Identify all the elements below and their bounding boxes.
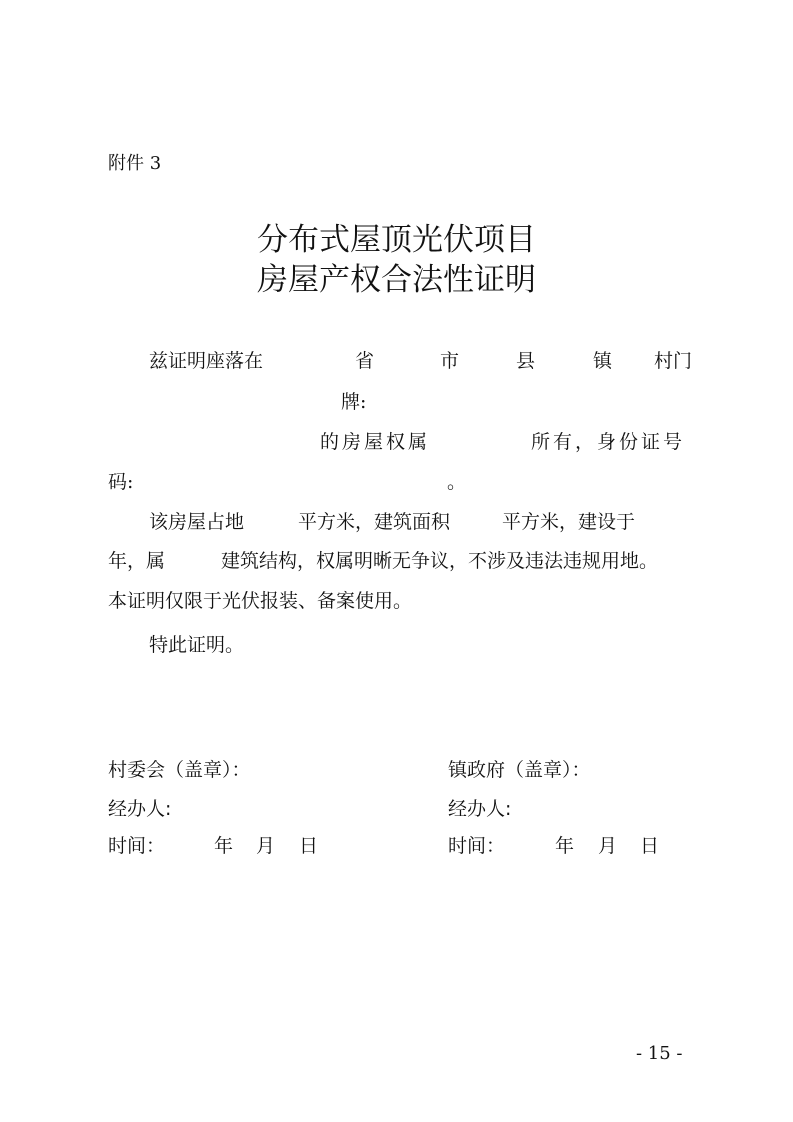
p2-area-unit-text: 平方米，建筑面积	[298, 511, 451, 533]
attachment-label: 附件 3	[108, 153, 162, 174]
p2-scope-text: 本证明仅限于光伏报装、备案使用。	[108, 590, 413, 612]
page-number: - 15 -	[636, 1043, 683, 1064]
village-day-label: 日	[299, 835, 319, 857]
p2-lead-text: 该房屋占地	[149, 511, 245, 533]
p1-village-text: 村门	[654, 350, 693, 372]
p1-owner-house-text: 的房屋权属	[320, 431, 431, 453]
p1-end-mark: 。	[447, 471, 467, 493]
document-title-line2: 房屋产权合法性证明	[257, 262, 536, 298]
p1-id-label: 码:	[108, 471, 134, 493]
p1-city-text: 市	[440, 350, 460, 372]
town-month-label: 月	[598, 835, 618, 857]
village-month-label: 月	[256, 835, 276, 857]
p2-structure-text: 建筑结构，权属明晰无争议，不涉及违法违规用地。	[221, 550, 659, 572]
village-time-label: 时间：	[108, 835, 166, 857]
p3-closing-text: 特此证明。	[149, 634, 245, 656]
village-handler-label: 经办人:	[108, 798, 172, 820]
p1-plate-text: 牌:	[341, 391, 367, 413]
p1-owner-suffix-text: 所有，身份证号	[531, 431, 686, 453]
p2-built-unit-text: 平方米，建设于	[502, 511, 636, 533]
village-seal-label: 村委会（盖章）：	[108, 759, 251, 781]
village-year-label: 年	[214, 835, 234, 857]
p1-province-text: 省	[355, 350, 375, 372]
town-handler-label: 经办人:	[448, 798, 512, 820]
p1-lead-text: 兹证明座落在	[149, 350, 264, 372]
document-title-line1: 分布式屋顶光伏项目	[257, 222, 536, 258]
p1-county-text: 县	[516, 350, 536, 372]
p2-year-text: 年，属	[108, 550, 166, 572]
town-year-label: 年	[555, 835, 575, 857]
town-time-label: 时间：	[448, 835, 506, 857]
town-seal-label: 镇政府（盖章）：	[448, 759, 591, 781]
p1-town-text: 镇	[593, 350, 613, 372]
town-day-label: 日	[640, 835, 660, 857]
